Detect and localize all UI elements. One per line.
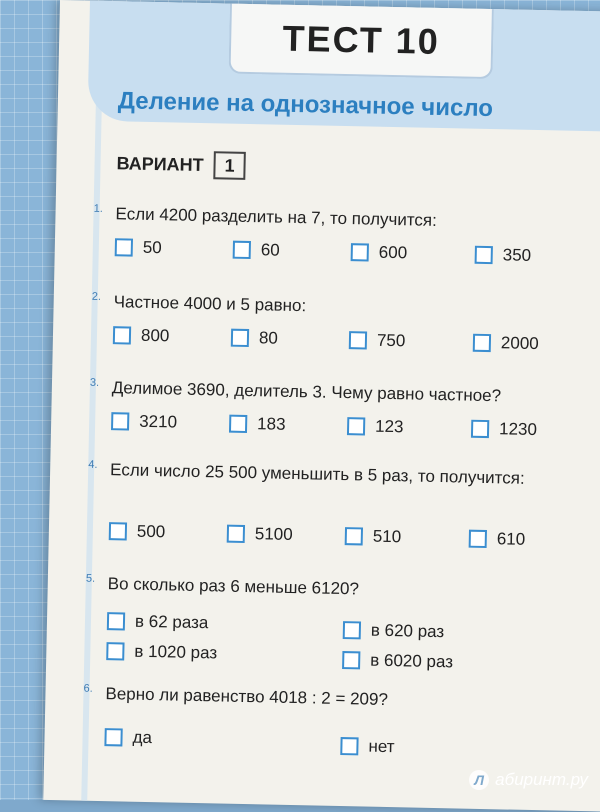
checkbox[interactable] [475, 246, 493, 264]
option-label: 2000 [500, 333, 539, 354]
checkbox[interactable] [340, 737, 358, 755]
checkbox[interactable] [229, 415, 247, 433]
option-label: 1230 [498, 419, 538, 440]
option[interactable] [227, 524, 293, 545]
checkbox[interactable] [106, 642, 124, 660]
option-label: 5100 [254, 524, 293, 544]
option-label: 800 [140, 325, 170, 346]
checkbox[interactable] [473, 334, 491, 352]
option[interactable] [231, 328, 278, 349]
checkbox[interactable] [343, 621, 361, 639]
question-text: Частное 4000 и 5 равно: [113, 292, 307, 316]
option[interactable] [109, 521, 166, 542]
checkbox[interactable] [347, 417, 365, 435]
question-2 [91, 289, 592, 354]
question-text: Если число 25 500 уменьшить в 5 раз, то получится: [109, 460, 525, 488]
option[interactable] [115, 237, 162, 258]
question-5 [85, 571, 586, 672]
topic-title: Деление на однозначное число [117, 87, 494, 123]
question-1 [93, 201, 594, 265]
test-title-tab [228, 4, 493, 80]
variant-number: 1 [213, 151, 246, 180]
variant-text: ВАРИАНТ [116, 152, 204, 175]
option-label: 3210 [138, 411, 178, 432]
question-number: 3. [89, 376, 100, 389]
option-label: нет [368, 736, 395, 757]
question-text: Делимое 3690, делитель 3. Чему равно частное? [111, 378, 502, 406]
option-label: 60 [260, 240, 280, 260]
option-label: 123 [374, 416, 404, 437]
option-label: 510 [372, 526, 402, 547]
option-label: 80 [258, 328, 279, 348]
question-number: 6. [83, 682, 93, 695]
watermark-text: абиринт.ру [495, 770, 588, 789]
question-text: Если 4200 разделить на 7, то получится: [115, 204, 438, 230]
option-label: 500 [136, 521, 166, 542]
option[interactable] [343, 620, 445, 642]
checkbox[interactable] [345, 527, 363, 545]
option[interactable] [340, 736, 394, 757]
option-label: в 1020 раз [134, 641, 218, 663]
question-number: 2. [91, 290, 102, 303]
option[interactable] [473, 333, 539, 354]
option[interactable] [471, 419, 537, 440]
option-label: 600 [378, 242, 408, 263]
checkbox[interactable] [471, 420, 489, 438]
option[interactable] [106, 641, 217, 663]
option[interactable] [349, 330, 406, 351]
labirint-logo-icon: Л [469, 770, 489, 790]
option[interactable] [475, 245, 532, 266]
checkbox[interactable] [342, 651, 360, 669]
option[interactable] [342, 650, 453, 672]
test-title: ТЕСТ 10 [282, 17, 441, 62]
option-label: в 62 раза [134, 611, 209, 633]
workbook-page [43, 0, 600, 812]
option-label: 350 [502, 245, 532, 265]
checkbox[interactable] [349, 331, 367, 349]
option[interactable] [351, 242, 408, 263]
option[interactable] [107, 611, 209, 633]
option[interactable] [229, 414, 286, 435]
checkbox[interactable] [111, 412, 129, 430]
checkbox[interactable] [351, 243, 369, 261]
labirint-watermark [469, 770, 588, 790]
option[interactable] [113, 325, 170, 346]
question-3 [89, 375, 590, 440]
option[interactable] [111, 411, 177, 432]
option-label: 50 [142, 237, 162, 258]
page-margin [81, 1, 104, 801]
option-label: 183 [256, 414, 286, 434]
checkbox[interactable] [233, 241, 251, 259]
option-label: да [132, 727, 153, 748]
question-number: 4. [88, 458, 98, 471]
question-text: Во сколько раз 6 меньше 6120? [107, 574, 360, 599]
checkbox[interactable] [109, 522, 127, 540]
option-label: 750 [376, 330, 406, 351]
checkbox[interactable] [115, 238, 133, 256]
option-label: 610 [496, 529, 526, 549]
question-text: Верно ли равенство 4018 : 2 = 209? [105, 684, 389, 710]
option[interactable] [233, 240, 280, 261]
option-label: в 620 раз [370, 620, 445, 642]
option[interactable] [104, 727, 152, 748]
checkbox[interactable] [231, 329, 249, 347]
option-label: в 6020 раз [370, 650, 454, 672]
variant-label [116, 149, 246, 180]
option[interactable] [347, 416, 404, 437]
question-6 [83, 681, 584, 757]
option[interactable] [469, 529, 526, 550]
question-4 [88, 457, 588, 549]
checkbox[interactable] [107, 612, 125, 630]
checkbox[interactable] [469, 530, 487, 548]
checkbox[interactable] [227, 525, 245, 543]
question-number: 1. [93, 202, 103, 215]
checkbox[interactable] [104, 728, 122, 746]
option[interactable] [345, 526, 402, 547]
checkbox[interactable] [113, 326, 131, 344]
question-number: 5. [85, 572, 96, 585]
